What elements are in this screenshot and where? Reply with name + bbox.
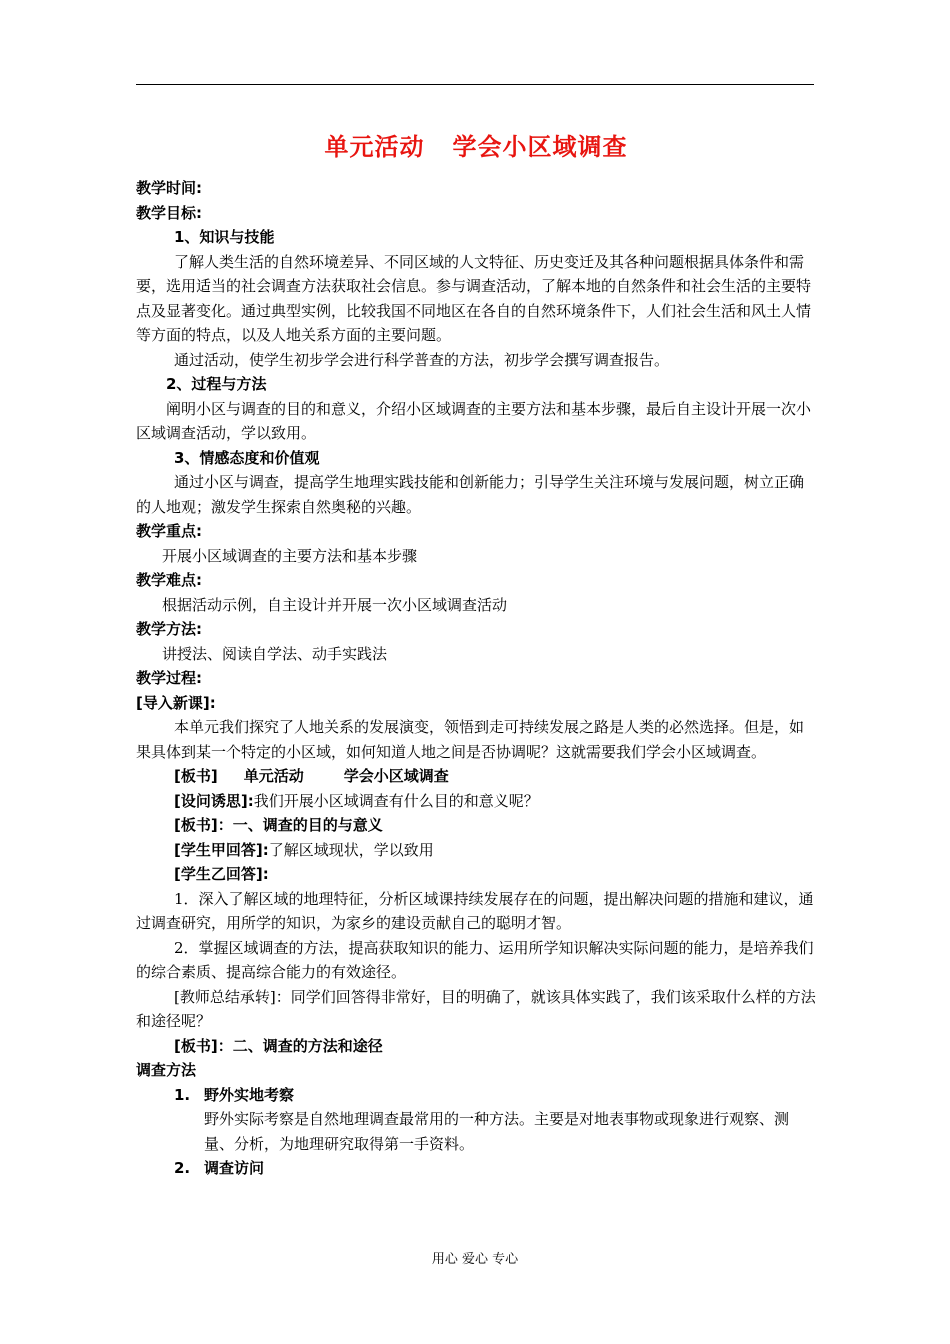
teaching-goal-label: 教学目标: xyxy=(136,203,202,222)
question-line xyxy=(136,789,816,814)
student-a-text: 了解区域现状，学以致用 xyxy=(268,840,434,859)
question-text: 我们开展小区域调查有什么目的和意义呢？ xyxy=(253,791,539,810)
page-title xyxy=(136,130,816,164)
page-footer: 用心 爱心 专心 xyxy=(431,1252,519,1267)
method-2-title: 调查访问 xyxy=(204,1159,265,1177)
header-rule xyxy=(136,84,814,85)
question-label: [设问诱思]: xyxy=(174,791,254,810)
method-1-heading xyxy=(136,1083,816,1108)
student-b-label: [学生乙回答]: xyxy=(174,865,269,883)
title-part-2: 学会小区域调查 xyxy=(452,133,628,161)
teacher-summary: [教师总结承转]：同学们回答得非常好，目的明确了，就该具体实践了，我们该采取什么样的方法和途径呢？ xyxy=(136,987,816,1030)
goal3-heading: 3、情感态度和价值观 xyxy=(174,448,320,467)
board-1-label: [板书] xyxy=(174,767,218,785)
intro-text: 本单元我们探究了人地关系的发展演变，领悟到走可持续发展之路是人类的必然选择。但是，如果具体到某一个特定的小区域，如何知道人地之间是否协调呢？这就需要我们学会小区域调查。 xyxy=(136,718,805,761)
goal2-paragraph: 阐明小区与调查的目的和意义，介绍小区域调查的主要方法和基本步骤，最后自主设计开展一次小区域调查活动，学以致用。 xyxy=(136,399,812,442)
student-a-label: [学生甲回答]: xyxy=(174,840,269,859)
title-part-1: 单元活动 xyxy=(324,133,425,161)
answer-2: 2．掌握区域调查的方法，提高获取知识的能力、运用所学知识解决实际问题的能力，是培养我们的综合素质、提高综合能力的有效途径。 xyxy=(136,938,814,981)
teaching-time-label: 教学时间: xyxy=(136,179,202,197)
process-label: 教学过程: xyxy=(136,669,202,687)
board-3: [板书]：二、调查的方法和途径 xyxy=(174,1036,383,1055)
method-2-number: 2. xyxy=(174,1159,191,1177)
document-body xyxy=(136,130,816,1181)
method-1-number: 1. xyxy=(174,1085,191,1104)
goal1-heading: 1、知识与技能 xyxy=(174,228,275,246)
method-1-text: 野外实际考察是自然地理调查最常用的一种方法。主要是对地表事物或现象进行观察、测量、分析，为地理研究取得第一手资料。 xyxy=(204,1110,790,1153)
goal1-paragraph-1: 了解人类生活的自然环境差异、不同区域的人文特征、历史变迁及其各种问题根据具体条件和需要，选用适当的社会调查方法获取社会信息。参与调查活动，了解本地的自然条件和社会生活的主要特点及显著变化。通过典型实例，比较我国不同地区在各自的自然环境条件下，人们社会生活和风土人情等方面的特点，以及人地关系方面的主要问题。 xyxy=(136,252,812,344)
difficulty-label: 教学难点: xyxy=(136,571,202,589)
intro-label: [导入新课]: xyxy=(136,693,216,712)
method-label: 教学方法: xyxy=(136,620,202,638)
board-1-part-b: 学会小区域调查 xyxy=(343,767,449,785)
board-1-part-a: 单元活动 xyxy=(243,767,304,785)
student-a-line xyxy=(136,838,816,863)
key-point-text: 开展小区域调查的主要方法和基本步骤 xyxy=(162,546,418,565)
answer-1: 1．深入了解区域的地理特征，分析区域课持续发展存在的问题，提出解决问题的措施和建议，通过调查研究，用所学的知识，为家乡的建设贡献自己的聪明才智。 xyxy=(136,889,814,932)
goal2-heading: 2、过程与方法 xyxy=(166,375,267,393)
method-1-title: 野外实地考察 xyxy=(204,1085,295,1104)
difficulty-text: 根据活动示例，自主设计并开展一次小区域调查活动 xyxy=(162,595,508,614)
board-2: [板书]：一、调查的目的与意义 xyxy=(174,816,383,834)
method-text: 讲授法、阅读自学法、动手实践法 xyxy=(162,644,388,663)
method-2-heading xyxy=(136,1156,816,1181)
survey-method-label: 调查方法 xyxy=(136,1061,197,1079)
key-point-label: 教学重点: xyxy=(136,522,202,540)
goal1-paragraph-2: 通过活动，使学生初步学会进行科学普查的方法，初步学会撰写调查报告。 xyxy=(174,350,670,369)
board-1 xyxy=(136,764,816,789)
goal3-paragraph: 通过小区与调查，提高学生地理实践技能和创新能力；引导学生关注环境与发展问题，树立正确的人地观；激发学生探索自然奥秘的兴趣。 xyxy=(136,473,805,516)
